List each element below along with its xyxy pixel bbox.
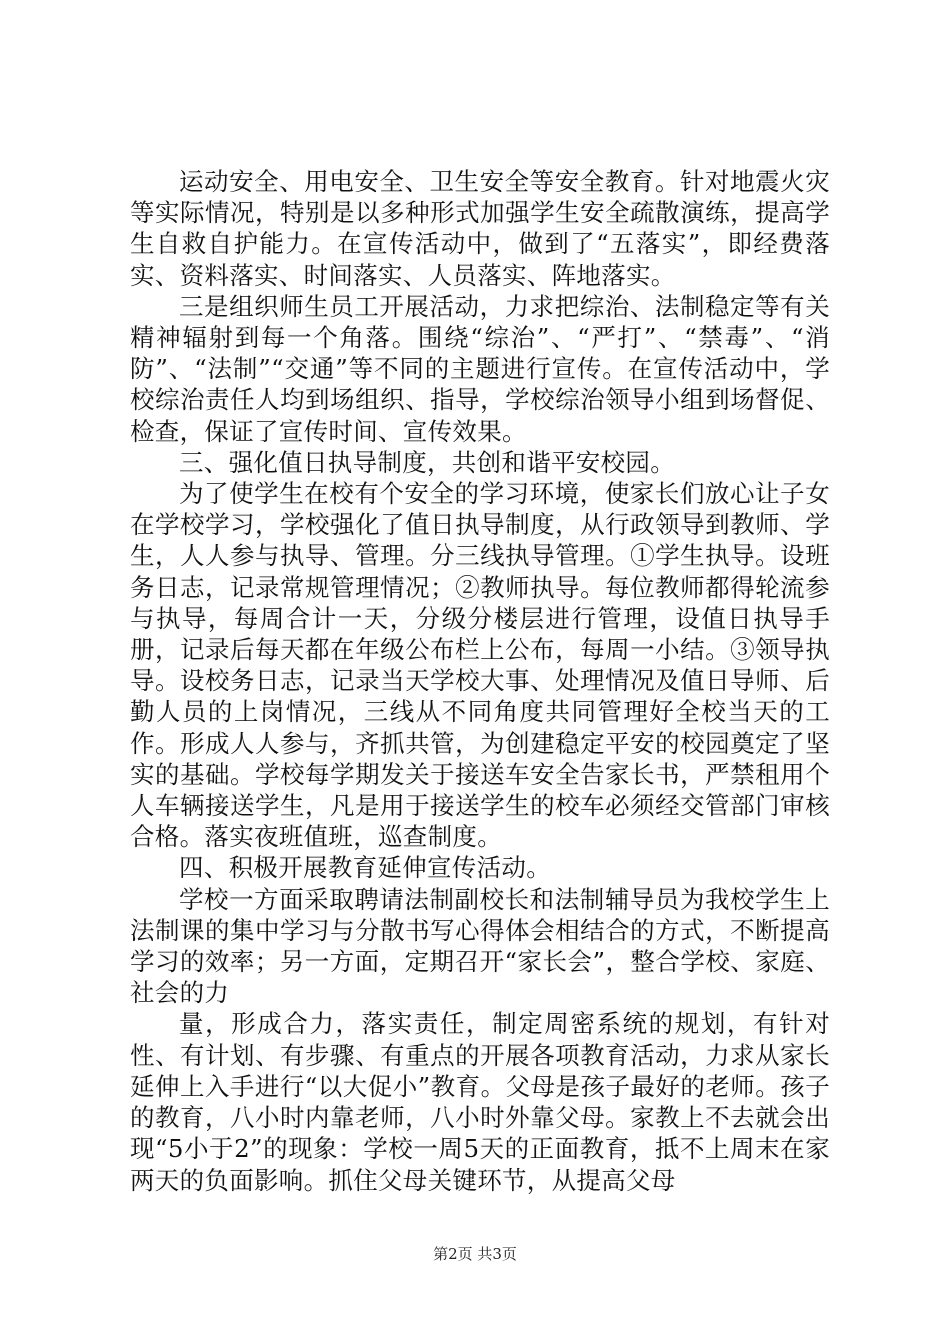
body-text <box>130 166 830 1196</box>
paragraph-family-education: 量，形成合力，落实责任，制定周密系统的规划，有针对性、有计划、有步骤、有重点的开展各项教育活动，力求从家长延伸上入手进行“以大促小”教育。父母是孩子最好的老师。孩子的教育，八小时内靠老师，八小时外靠父母。家教上不去就会出现“5小于2”的现象：学校一周5天的正面教育，抵不上周末在家两天的负面影响。抓住父母关键环节，从提高父母 <box>130 1009 830 1195</box>
paragraph-legal-education: 学校一方面采取聘请法制副校长和法制辅导员为我校学生上法制课的集中学习与分散书写心得体会相结合的方式，不断提高学习的效率；另一方面，定期召开“家长会”，整合学校、家庭、社会的力 <box>130 884 830 1008</box>
section-heading-3: 三、强化值日执导制度，共创和谐平安校园。 <box>179 447 675 477</box>
section-heading-4: 四、积极开展教育延伸宣传活动。 <box>179 853 551 883</box>
paragraph-safety-education: 运动安全、用电安全、卫生安全等安全教育。针对地震火灾等实际情况，特别是以多种形式加强学生安全疏散演练，提高学生自救自护能力。在宣传活动中，做到了“五落实”，即经费落实、资料落实、时间落实、人员落实、阵地落实。 <box>130 167 830 290</box>
page-footer: 第2页 共3页 <box>433 1245 517 1263</box>
paragraph-staff-activities: 三是组织师生员工开展活动，力求把综治、法制稳定等有关精神辐射到每一个角落。围绕“综治”、“严打”、“禁毒”、“消防”、“法制”“交通”等不同的主题进行宣传。在宣传活动中，学校综治责任人均到场组织、指导，学校综治领导小组到场督促、检查，保证了宣传时间、宣传效果。 <box>130 291 830 446</box>
paragraph-duty-system: 为了使学生在校有个安全的学习环境，使家长们放心让子女在学校学习，学校强化了值日执导制度，从行政领导到教师、学生，人人参与执导、管理。分三线执导管理。①学生执导。设班务日志，记录常规管理情况；②教师执导。每位教师都得轮流参与执导，每周合计一天，分级分楼层进行管理，设值日执导手册，记录后每天都在年级公布栏上公布，每周一小结。③领导执导。设校务日志，记录当天学校大事、处理情况及值日导师、后勤人员的上岗情况，三线从不同角度共同管理好全校当天的工作。形成人人参与，齐抓共管，为创建稳定平安的校园奠定了坚实的基础。学校每学期发关于接送车安全告家长书，严禁租用个人车辆接送学生，凡是用于接送学生的校车必须经交管部门审核合格。落实夜班值班，巡查制度。 <box>130 479 830 852</box>
